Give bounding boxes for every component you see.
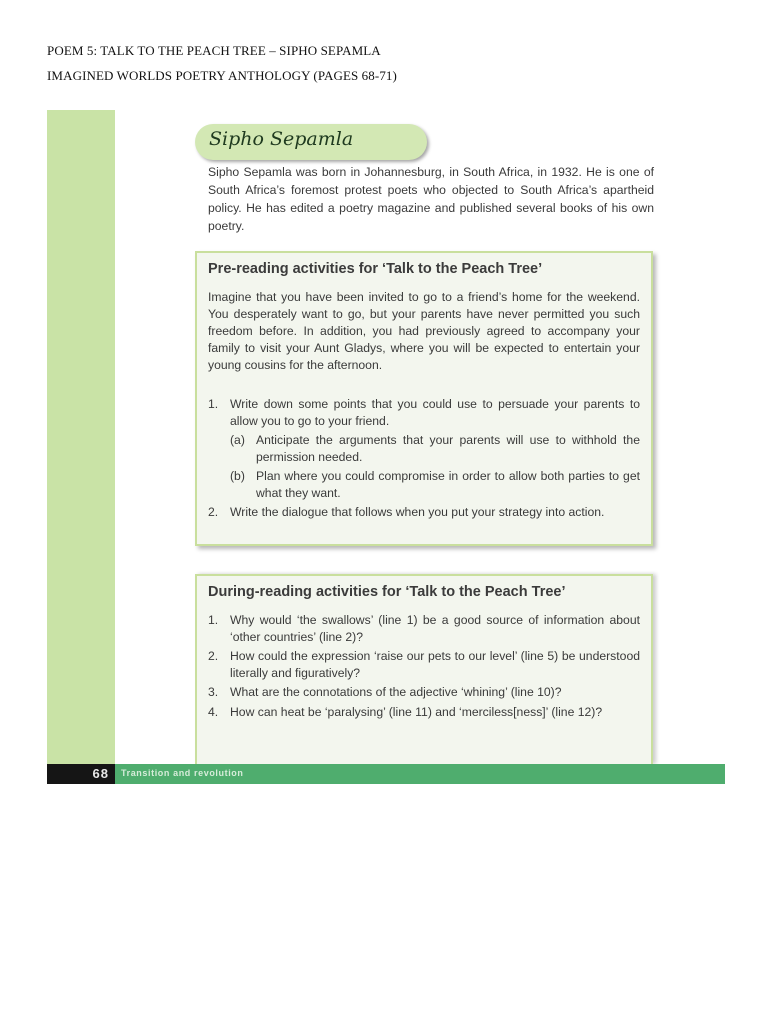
pre-reading-item-1a xyxy=(230,432,640,466)
document-header-subtitle: IMAGINED WORLDS POETRY ANTHOLOGY (PAGES 68-71) xyxy=(47,68,397,83)
pre-reading-intro: Imagine that you have been invited to go to a friend’s home for the weekend. You desperately want to go, but your parents have never permitted you such freedom before. In addition, you had previously agreed to accompany your family to visit your Aunt Gladys, where you will be expected to entertain your young cousins for the afternoon. xyxy=(208,290,640,372)
pre-reading-item-1b xyxy=(230,468,640,502)
pre-reading-item-1 xyxy=(208,396,640,430)
item-text: What are the connotations of the adjective ‘whining’ (line 10)? xyxy=(230,685,562,699)
pre-reading-title: Pre-reading activities for ‘Talk to the Peach Tree’ xyxy=(208,261,543,277)
pre-reading-box xyxy=(195,251,653,546)
author-name-tab xyxy=(195,124,427,160)
item-text: Write the dialogue that follows when you put your strategy into action. xyxy=(230,505,605,519)
item-text: Write down some points that you could use to persuade your parents to allow you to go to your friend. xyxy=(230,397,640,428)
page-footer-band xyxy=(47,764,725,784)
item-number: (b) xyxy=(230,469,245,483)
author-bio: Sipho Sepamla was born in Johannesburg, in South Africa, in 1932. He is one of South Africa’s foremost protest poets who objected to South Africa’s apartheid policy. He has edited a poetry magazine and published several books of his own poetry. xyxy=(208,165,654,233)
pre-reading-item-2 xyxy=(208,504,640,538)
page-number: 68 xyxy=(92,766,109,781)
during-reading-item-3 xyxy=(208,684,640,702)
page-number-box xyxy=(47,764,115,784)
item-number: 1. xyxy=(208,397,219,411)
author-name: Sipho Sepamla xyxy=(209,128,354,150)
side-color-bar xyxy=(47,110,115,764)
item-number: 2. xyxy=(208,505,219,519)
during-reading-title: During-reading activities for ‘Talk to the Peach Tree’ xyxy=(208,584,566,600)
item-text: Anticipate the arguments that your parents will use to withhold the permission needed. xyxy=(256,433,640,464)
item-text: Why would ‘the swallows’ (line 1) be a good source of information about ‘other countries’ (line 2)? xyxy=(230,613,640,644)
during-reading-item-2 xyxy=(208,648,640,682)
item-text: How could the expression ‘raise our pets to our level’ (line 5) be understood literally and figuratively? xyxy=(230,649,640,680)
section-title: Transition and revolution xyxy=(121,768,244,778)
item-number: (a) xyxy=(230,433,245,447)
scanned-book-page xyxy=(47,110,725,784)
item-text: Plan where you could compromise in order to allow both parties to get what they want. xyxy=(256,469,640,500)
item-number: 1. xyxy=(208,613,219,627)
during-reading-box xyxy=(195,574,653,764)
document-header-title: POEM 5: TALK TO THE PEACH TREE – SIPHO SEPAMLA xyxy=(47,43,381,58)
item-number: 2. xyxy=(208,649,219,663)
item-text: How can heat be ‘paralysing’ (line 11) and ‘merciless[ness]’ (line 12)? xyxy=(230,705,603,719)
item-number: 4. xyxy=(208,705,219,719)
during-reading-item-4 xyxy=(208,704,640,738)
item-number: 3. xyxy=(208,685,219,699)
during-reading-item-1 xyxy=(208,612,640,646)
